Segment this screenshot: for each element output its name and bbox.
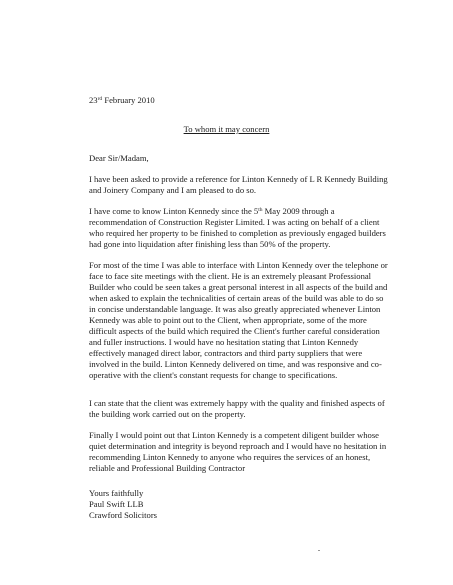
letter-date: [89, 95, 155, 106]
closing-phrase: Yours faithfully: [89, 488, 144, 498]
paragraph-background-text-1: I have come to know Linton Kennedy since the 5: [89, 206, 259, 216]
signature-block: [89, 488, 157, 521]
paragraph-introduction: I have been asked to provide a reference for Linton Kennedy of L R Kennedy Building and Joinery Company and I am pleased to do so.: [89, 174, 388, 195]
signatory-name: Paul Swift LLB: [89, 499, 144, 509]
date-month-year: February 2010: [102, 95, 155, 105]
letter-subject: To whom it may concern: [183, 124, 270, 134]
salutation: Dear Sir/Madam,: [89, 153, 149, 163]
paragraph-client-satisfaction: I can state that the client was extremely happy with the quality and finished aspects of the building work carried out on the property.: [89, 398, 385, 419]
paragraph-background-text-2: May 2009 through a recommendation of Construction Register Limited. I was acting on behalf of a client who required her property to be finished to completion as previously engaged builders had gone into liquidation after finishing less than 50% of the property.: [89, 206, 386, 249]
scan-speck: [318, 550, 320, 551]
paragraph-recommendation: Finally I would point out that Linton Kennedy is a competent diligent builder whose quiet determination and integrity is beyond reproach and I would have no hesitation in recommending Linton Kennedy to anyone who requires the services of an honest, reliable and Professional Building Contractor: [89, 430, 387, 473]
paragraph-background: [89, 206, 389, 250]
date-day: 23: [89, 95, 98, 105]
firm-name: Crawford Solicitors: [89, 510, 158, 520]
date-suffix: rd: [97, 96, 103, 102]
ordinal-suffix: th: [258, 207, 263, 213]
paragraph-performance: For most of the time I was able to interface with Linton Kennedy over the telephone or face to face site meetings with the client. He is an extremely pleasant Professional Builder who could be seen takes a great personal interest in all aspects of the build and when asked to explain the technicalities of certain areas of the build was able to do so in concise understandable language. It was also greatly appreciated whenever Linton Kennedy was able to point out to the Client, when appropriate, some of the more difficult aspects of the build which required the Client's further careful consideration and fuller instructions. I would have no hesitation stating that Linton Kennedy effectively managed direct labor, contractors and third party suppliers that were involved in the build. Linton Kennedy delivered on time, and was responsive and co-operative with the client's constant requests for change to specifications.: [89, 260, 388, 380]
